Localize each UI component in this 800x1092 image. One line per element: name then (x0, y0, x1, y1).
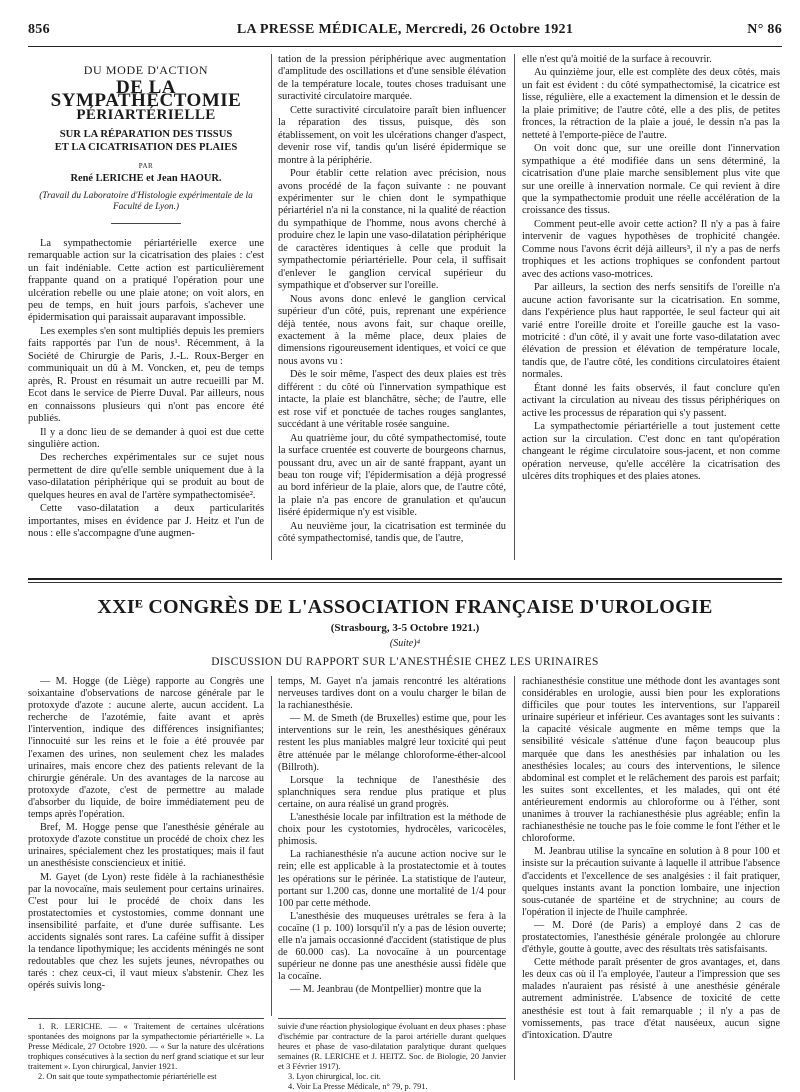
footnote-rule (28, 1018, 264, 1019)
paragraph: Cette suractivité circulatoire paraît bien influencer la réparation des tissus, puisque, dès son établissement, on voit les ulcérations changer d'aspect, devenir rose vif, tandis qu'un liséré épidermique se montre à la périphérie. (278, 104, 506, 166)
article-authors: René LERICHE et Jean HAOUR. (70, 173, 222, 185)
footnote: 2. On sait que toute sympathectomie périartérielle est (38, 1072, 217, 1081)
article-title-line-2: DE LA SYMPATHECTOMIE (50, 77, 242, 111)
paragraph: Au neuvième jour, la cicatrisation est terminée du côté sympathectomisé, tandis que, de l'autre, (278, 520, 506, 545)
article-title-line-5: ET LA CICATRISATION DES PLAIES (54, 141, 238, 153)
paragraph: On voit donc que, sur une oreille dont l'innervation sympathique a été modifiée dans un sens déterminé, la cicatrisation d'une plaie marche sensiblement plus vite que sur une oreille à innervation normale. Ce qui revient à dire que la sympathectomie produit une réelle accélération de la croissance des tissus. (522, 143, 780, 217)
paragraph: Des recherches expérimentales sur ce sujet nous permettent de dire qu'elle semble uniquement due à la vaso-dilatation périphérique qui se produit au bout de quelques heures en aval de l'artère sympathectomisée². (28, 452, 264, 501)
paragraph: L'anesthésie des muqueuses urétrales se fera à la cocaïne (1 p. 100) lorsqu'il n'y a pas de lésion ouverte; elle n'a jamais occasionné d'accident (statistique de plus de 60.000 cas). La novocaïne à un pourcentage supérieur ne donne pas une anesthésie aussi fidèle que la cocaïne. (278, 910, 507, 983)
footnotes-column-1 (28, 1022, 264, 1082)
paragraph: temps, M. Gayet n'a jamais rencontré les altérations nerveuses tardives dont on a voulu charger le bilan de la rachianesthésie. (278, 676, 506, 712)
footnote: 3. Lyon chirurgical, loc. cit. (288, 1072, 381, 1081)
paragraph: Par ailleurs, la section des nerfs sensitifs de l'oreille n'a aucune action favorisante sur la cicatrisation. En somme, dans l'expérience plus haut rapportée, le seul facteur qui ait varié entre l'oreille droite et l'oreille gauche est la vaso-motricité : d'un côté, il y avait une forte vaso-dilatation avec élévation de pression et élévation de température locale, tandis que, de l'autre côté, les conditions circulatoires étaient normales. (522, 282, 780, 381)
footnote-rule (278, 1018, 506, 1019)
paragraph: Étant donné les faits observés, il faut conclure qu'en activant la circulation au niveau des tissus périphériques on active les processus de réparation qui s'y passent. (522, 382, 780, 419)
article-title-line-1: DU MODE D'ACTION (83, 63, 209, 77)
paragraph: M. Jeanbrau utilise la syncaïne en solution à 8 pour 100 et insiste sur la précaution suivante à laquelle il attribue l'absence d'accidents et l'excellence de ses analgésies : il fait pratiquer, quelques instants avant la ponction lombaire, une injection sous-cutanée de spartéine et de strychnine; au cours de l'opération il injecte de l'huile camphrée. (522, 846, 780, 918)
paragraph: Comment peut-elle avoir cette action? Il n'y a pas à faire intervenir de vagues hypothèses de trophicité changée. Comme nous l'avons écrit déjà ailleurs³, il n'y a pas de nerfs trophiques et les actions trophiques se confondent partout avec des actions vaso-motrices. (522, 218, 780, 280)
paragraph: La sympathectomie périartérielle a tout justement cette action sur la circulation. C'est donc en tant qu'opération changeant le régime circulatoire sous-jacent, et non comme opération nerveuse, qu'elle accélère la cicatrisation des ulcères dits trophiques et des plaies atones. (522, 421, 780, 482)
paragraph: — M. Jeanbrau (de Montpellier) montre que la (290, 984, 482, 996)
section-suite: (Suite)⁴ (389, 638, 421, 649)
paragraph: Bref, M. Hogge pense que l'anesthésie générale au protoxyde d'azote constitue un procédé de choix chez les urinaires, spécialement chez les prostatiques; mais il faut un anesthésiste consciencieux et initié. (28, 822, 264, 870)
paragraph: — M. Doré (de Paris) a employé dans 2 cas de prostatectomies, l'anesthésie générale prolongée au chlorure d'éthyle, goutte à goutte, avec des résultats très satisfaisants. (522, 919, 780, 956)
paragraph: Il y a donc lieu de se demander à quoi est due cette singulière action. (28, 426, 264, 450)
paragraph: L'anesthésie locale par infiltration est la méthode de choix pour les cystotomies, hydrocèles, varicocèles, phimosis. (278, 812, 506, 848)
paragraph: Lorsque la technique de l'anesthésie des splanchniques sera rendue plus pratique et plus certaine, on aura réalisé un grand progrès. (278, 774, 506, 810)
article-column-2 (278, 54, 506, 560)
section-rule (28, 582, 782, 583)
paragraph: M. Gayet (de Lyon) reste fidèle à la rachianesthésie par la novocaïne, mais seulement pour certains urinaires. C'est pour lui le procédé de choix dans les prostatectomies et cystostomies, comme donnant une insensibilité parfaite, et d'une durée suffisante. Les accidents signalés sont rares. La caféine suffit à dissiper la tendance lipothymique; les accidents méningés ne sont redoutables que chez les sujets jeunes, névropathes ou tarés : chez ceux-ci, il vaut mieux s'abstenir. Chez les opérés suivis long- (28, 871, 264, 992)
column-divider (514, 54, 515, 560)
paragraph: Dès le soir même, l'aspect des deux plaies est très différent : du côté où l'innervation sympathique est intacte, la plaie est blanchâtre, sèche; de l'autre, elle est rose vif et ponctuée de taches rouges sanglantes, succédant à une véritable rosée sanguine. (278, 369, 506, 431)
paragraph: elle n'est qu'à moitié de la surface à recouvrir. (522, 54, 712, 65)
paragraph: Au quatrième jour, du côté sympathectomisé, toute la surface cruentée est couverte de bourgeons charnus, poussant dru, avec un air de santé frappant, ayant un beau ton rouge vif; l'épidermisation a déjà progressé au bord inférieur de la plaie, alors que, de l'autre côté, la plaie n'a pas encore de granulation et qu'aucun liséré épidermique n'y est visible. (278, 432, 506, 519)
paragraph: Pour établir cette relation avec précision, nous avons procédé de la façon suivante : ne pouvant expérimenter sur le chien dont le sympathique périartériel n'a ni la constance, ni la qualité de réaction du sympathique de l'homme, nous avons cherché à produire chez le lapin une vaso-dilatation périphérique de caractères identiques à celle que produit la sympathectomie périartérielle. Pour cela, il suffisait d'enlever le ganglion cervical supérieur du sympathique et d'observer sur l'oreille. (278, 168, 506, 292)
article-title-line-3: PÉRIARTÉRIELLE (76, 107, 216, 124)
footnotes-column-2 (278, 1022, 506, 1091)
paragraph: Cette vaso-dilatation a deux particularités importantes, mises en évidence par J. Heitz et l'un de nous : elle s'accompagne d'une augmen- (28, 503, 264, 540)
footnote: 1. R. LERICHE. — « Traitement de certaines ulcérations spontanées des moignons par la sympathectomie périartérielle ». La Presse Médicale, 27 Octobre 1920. — « Sur la nature des ulcérations trophiques consécutives à la section du nerf grand sciatique et sur leur traitement ». Lyon chirurgical, Janvier 1921. (28, 1022, 264, 1071)
section-title: XXIᴱ CONGRÈS DE L'ASSOCIATION FRANÇAISE D'UROLOGIE (97, 596, 713, 618)
column-divider (271, 54, 272, 560)
paragraph: Nous avons donc enlevé le ganglion cervical supérieur d'un côté, puis, reprenant une expérience déjà tentée, nous avons fait, sur chaque oreille, exactement à la même place, deux plaies de dimensions rigoureusement identiques, et voici ce que nous avons vu : (278, 293, 506, 367)
paragraph: Cette méthode paraît présenter de gros avantages, et, dans les deux cas où il l'a employée, l'auteur a l'impression que ses malades n'auraient pas résisté à une anesthésie générale autrement administrée. L'absence de toxicité de cette anesthésie est tout à fait remarquable ; il n'y a pas de vomissements, pas trace d'état nauséeux, aucun signe d'intoxication. D'autre (522, 957, 780, 1041)
paragraph: — M. de Smeth (de Bruxelles) estime que, pour les interventions sur le rein, les anesthésiques généraux restent les plus maniables malgré leur toxicité qui peut être atténuée par le mélange chloroforme-éther-alcool (Billroth). (278, 713, 506, 773)
discussion-column-3 (522, 676, 780, 1084)
footnote: 4. Voir La Presse Médicale, n° 79, p. 791. (288, 1082, 428, 1091)
discussion-column-2 (278, 676, 506, 1016)
discussion-column-1 (28, 676, 264, 1016)
discussion-title: DISCUSSION DU RAPPORT SUR L'ANESTHÉSIE CHEZ LES URINAIRES (211, 656, 599, 668)
article-affiliation: (Travail du Laboratoire d'Histologie expérimentale de la Faculté de Lyon.) (39, 190, 253, 212)
article-column-1 (28, 54, 264, 560)
paragraph: — M. Hogge (de Liège) rapporte au Congrès une soixantaine d'observations de narcose générale par le protoxyde d'azote : aucune alerte, aucun accident. La recherche de l'azotémie, faite avant et après l'intervention, indique des différences insignifiantes; l'innocuité sur les reins et le foie a été prouvée par l'examen des urines, non seulement chez les malades urinaires, mais encore chez des patients relevant de la chirurgie générale. Un des avantages de la narcose au protoxyde d'azote, c'est de permettre au malade d'absorber du liquide, de boire immédiatement peu de temps après l'opération. (28, 676, 264, 821)
page-number: 856 (28, 22, 50, 37)
footnote: suivie d'une réaction physiologique évoluant en deux phases : phase d'ischémie par contracture de la paroi artérielle durant quelques heures et phase de vaso-dilatation paralytique durant quelques semaines (R. LERICHE et J. HEITZ. Soc. de Biologie, 20 Janvier et 3 Février 1917). (278, 1022, 506, 1071)
column-divider (271, 676, 272, 1016)
paragraph: rachianesthésie constitue une méthode dont les avantages sont considérables en urologie, aussi bien pour les explorations difficiles que pour toutes les interventions, sur l'appareil urinaire supérieur et inférieur. Ces avantages sont les suivants : la capacité vésicale augmente en même temps que la sensibilité vésicale s'atténue d'une façon beaucoup plus marquée que dans les anesthésies par inhalation ou les anesthésies locales; au cours des interventions, le silence abdominal est complet et le relâchement des parois est parfait; les suites sont excellentes, et les malades, qui ont été antérieurement endormis au chloroforme ou à l'éther, sont unanimes à trouver la rachianesthésie plus agréable; enfin la rachianesthésie ne touche pas le foie comme le font l'éther et le chloroforme. (522, 676, 780, 845)
paragraph: La rachianesthésie n'a aucune action nocive sur le rein; elle est applicable à la prostatectomie et à toutes les opérations sur le périnée. La statistique de l'auteur, portant sur 1.200 cas, donne une mortalité de 1/4 pour 100 par cette méthode. (278, 849, 506, 909)
page-header (28, 20, 782, 47)
paragraph: Au quinzième jour, elle est complète des deux côtés, mais un fait est évident : du côté sympathectomisé, la cicatrice est lisse, régulière, elle a exactement la dimension et le dessin de la plaie primitive; de l'autre côté, elle a des plis, de petites fronces, la rétraction de la plaie a joué, le dessin n'a pas la netteté à l'emporte-pièce de l'autre. (522, 67, 780, 141)
section-rule (28, 578, 782, 580)
issue-number: N° 86 (747, 22, 782, 37)
section-subtitle: (Strasbourg, 3-5 Octobre 1921.) (330, 622, 480, 634)
article-column-3 (522, 54, 780, 560)
article-by: PAR (138, 161, 154, 170)
column-divider (514, 676, 515, 1080)
journal-title: LA PRESSE MÉDICALE, Mercredi, 26 Octobre 1921 (236, 22, 574, 37)
article-title-line-4: SUR LA RÉPARATION DES TISSUS (59, 128, 233, 140)
title-divider (111, 223, 181, 224)
paragraph: La sympathectomie périartérielle exerce une remarquable action sur la cicatrisation des plaies : c'est un fait indéniable. Cette action est particulièrement frappante quand on a pratiqué l'opération pour une ulcération rebelle ou une plaie atone; on voit alors, en peu de temps, en huit jours parfois, s'achever une épidermisation qui paraissait auparavant impossible. (28, 237, 264, 324)
paragraph: Les exemples s'en sont multipliés depuis les premiers faits rapportés par l'un de nous¹. Récemment, à la Société de Chirurgie de Paris, J.-L. Roux-Berger en communiquait un dû à M. Voncken, et, peu de temps après, R. Proust en résumait un autre recueilli par M. Ecot dans le service de Pierre Duval. Par ailleurs, nous en connaissons plusieurs qui n'ont pas encore été publiés. (28, 325, 264, 425)
paragraph: tation de la pression périphérique avec augmentation d'amplitude des oscillations et d'une sensible élévation de la température locale, toutes choses traduisant une suractivité circulatoire marquée. (278, 54, 506, 103)
